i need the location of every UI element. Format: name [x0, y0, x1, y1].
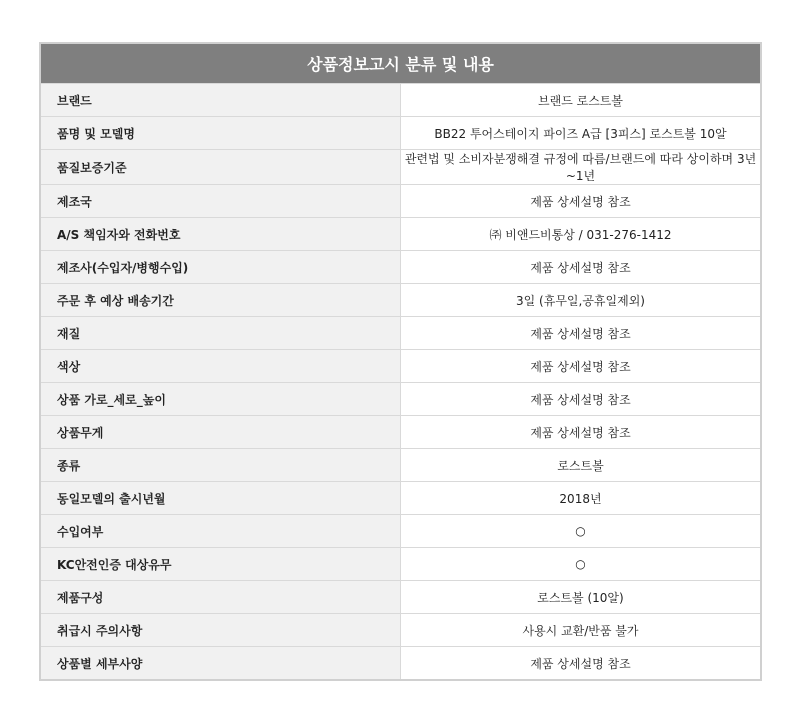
table-row: [40, 218, 761, 251]
table-row: [40, 614, 761, 647]
row-label: 품질보증기준: [40, 150, 401, 185]
table-row: [40, 185, 761, 218]
row-value: ㈜ 비앤드비통상 / 031-276-1412: [401, 218, 762, 251]
row-value: ○: [401, 548, 762, 581]
row-label: 상품 가로_세로_높이: [40, 383, 401, 416]
table-row: [40, 350, 761, 383]
row-label: 품명 및 모델명: [40, 117, 401, 150]
row-label: 취급시 주의사항: [40, 614, 401, 647]
row-label: 제품구성: [40, 581, 401, 614]
row-label: 상품별 세부사양: [40, 647, 401, 681]
row-value: 로스트볼: [401, 449, 762, 482]
row-label: 수입여부: [40, 515, 401, 548]
table-title: 상품정보고시 분류 및 내용: [40, 43, 761, 84]
row-value: 사용시 교환/반품 불가: [401, 614, 762, 647]
row-label: 종류: [40, 449, 401, 482]
table-row: [40, 383, 761, 416]
row-value: 3일 (휴무일,공휴일제외): [401, 284, 762, 317]
row-value: 관련법 및 소비자분쟁해결 규정에 따름/브랜드에 따라 상이하며 3년~1년: [401, 150, 762, 185]
table-row: [40, 647, 761, 681]
row-label: 동일모델의 출시년월: [40, 482, 401, 515]
row-value: ○: [401, 515, 762, 548]
row-label: 제조사(수입자/병행수입): [40, 251, 401, 284]
table-row: [40, 449, 761, 482]
table-row: [40, 548, 761, 581]
row-label: A/S 책임자와 전화번호: [40, 218, 401, 251]
table-row: [40, 515, 761, 548]
table-header-row: [40, 43, 761, 84]
table-row: [40, 416, 761, 449]
row-label: 제조국: [40, 185, 401, 218]
row-value: BB22 투어스테이지 파이즈 A급 [3피스] 로스트볼 10알: [401, 117, 762, 150]
product-info-table: [39, 42, 762, 681]
row-value: 제품 상세설명 참조: [401, 317, 762, 350]
row-label: 상품무게: [40, 416, 401, 449]
table-row: [40, 317, 761, 350]
row-value: 로스트볼 (10알): [401, 581, 762, 614]
table-row: [40, 150, 761, 185]
row-value: 브랜드 로스트볼: [401, 84, 762, 117]
row-label: 재질: [40, 317, 401, 350]
row-label: 주문 후 예상 배송기간: [40, 284, 401, 317]
table-row: [40, 84, 761, 117]
row-value: 제품 상세설명 참조: [401, 185, 762, 218]
row-value: 제품 상세설명 참조: [401, 383, 762, 416]
row-value: 제품 상세설명 참조: [401, 350, 762, 383]
row-label: 색상: [40, 350, 401, 383]
row-value: 2018년: [401, 482, 762, 515]
table-row: [40, 117, 761, 150]
table-row: [40, 581, 761, 614]
row-value: 제품 상세설명 참조: [401, 251, 762, 284]
table-row: [40, 482, 761, 515]
table-row: [40, 284, 761, 317]
row-label: 브랜드: [40, 84, 401, 117]
row-value: 제품 상세설명 참조: [401, 416, 762, 449]
table-row: [40, 251, 761, 284]
row-value: 제품 상세설명 참조: [401, 647, 762, 681]
row-label: KC안전인증 대상유무: [40, 548, 401, 581]
